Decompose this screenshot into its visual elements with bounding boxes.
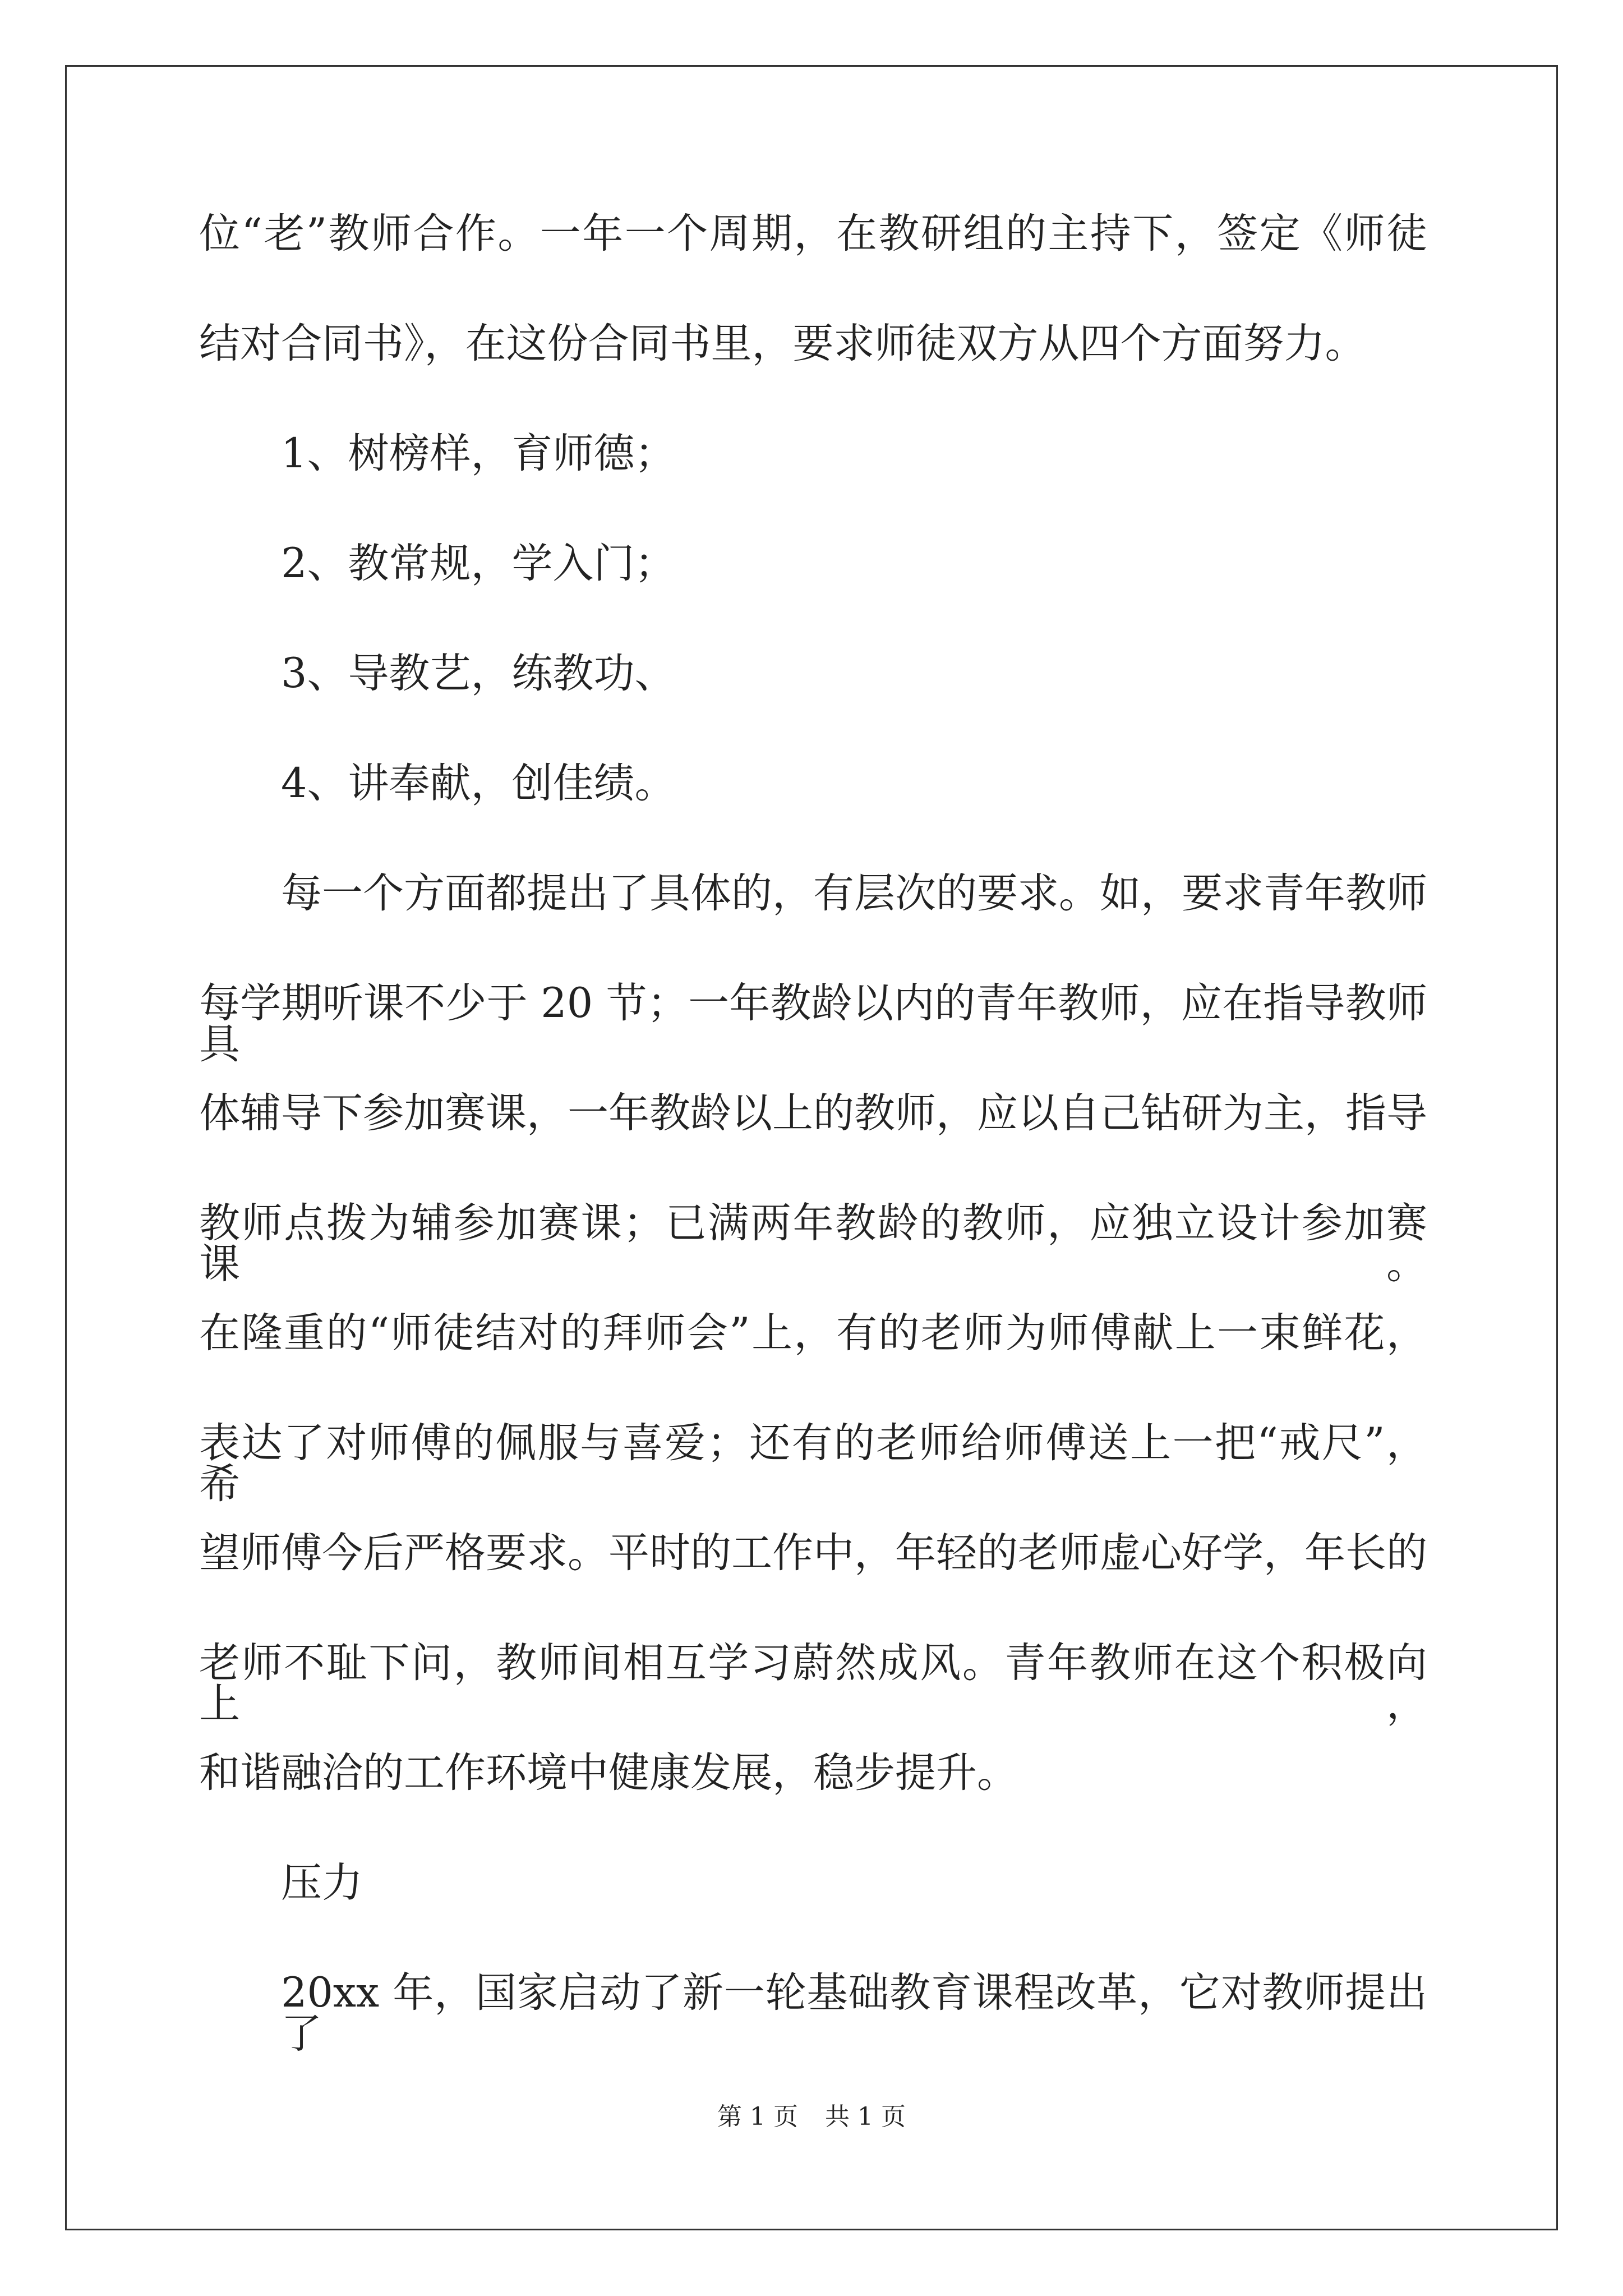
page-footer: [0, 2102, 1623, 2131]
list-item: 2、教常规，学入门；: [281, 540, 676, 587]
document-body: [199, 210, 1427, 2082]
paragraph-line: 和谐融洽的工作环境中健康发展，稳步提升。: [199, 1749, 1018, 1797]
list-item: 4、讲奉献，创佳绩。: [281, 760, 676, 807]
paragraph-line: 20xx 年，国家启动了新一轮基础教育课程改革，它对教师提出了: [281, 1969, 1427, 2058]
page-number-total: 共 1 页: [825, 2102, 906, 2131]
list-item: 1、树榜样，育师德；: [281, 430, 676, 477]
paragraph-line: 望师傅今后严格要求。平时的工作中，年轻的老师虚心好学，年长的: [199, 1529, 1427, 1577]
section-heading: 压力: [281, 1859, 363, 1907]
paragraph-line: 每学期听课不少于 20 节；一年教龄以内的青年教师，应在指导教师具: [199, 979, 1427, 1068]
paragraph-line: 在隆重的“师徒结对的拜师会”上，有的老师为师傅献上一束鲜花，: [199, 1309, 1427, 1357]
paragraph-line: 表达了对师傅的佩服与喜爱；还有的老师给师傅送上一把“戒尺”，希: [199, 1419, 1427, 1508]
paragraph-line: 位“老”教师合作。一年一个周期，在教研组的主持下，签定《师徒: [199, 210, 1427, 257]
paragraph-line: 老师不耻下问，教师间相互学习蔚然成风。青年教师在这个积极向上，: [199, 1639, 1427, 1728]
paragraph-line: 结对合同书》，在这份合同书里，要求师徒双方从四个方面努力。: [199, 320, 1366, 367]
paragraph-line: 教师点拨为辅参加赛课；已满两年教龄的教师，应独立设计参加赛课。: [199, 1199, 1427, 1288]
page-number-current: 第 1 页: [717, 2102, 798, 2131]
list-item: 3、导教艺，练教功、: [281, 650, 676, 697]
paragraph-line: 每一个方面都提出了具体的，有层次的要求。如，要求青年教师: [281, 869, 1427, 917]
paragraph-line: 体辅导下参加赛课，一年教龄以上的教师，应以自己钻研为主，指导: [199, 1089, 1427, 1137]
